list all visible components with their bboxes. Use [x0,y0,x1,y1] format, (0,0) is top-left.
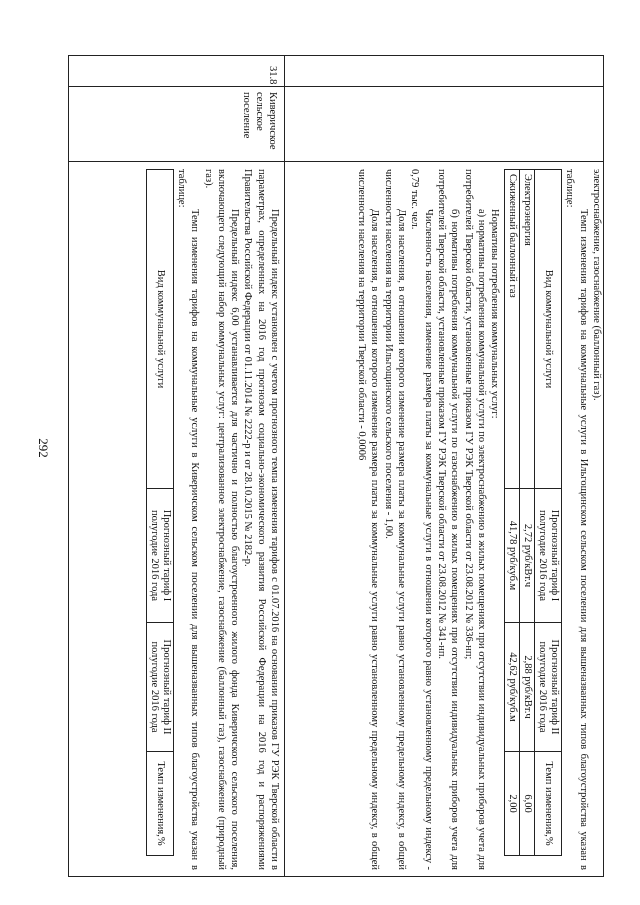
table-header: Вид коммунальной услуги [146,170,173,489]
table-cell: 2,88 руб/кВт.ч [520,623,535,752]
table-header: Темп изменения,% [535,752,562,856]
table-header: Прогнозный тариф I полугодие 2016 года [146,489,173,623]
table-header: Прогнозный тариф I полугодие 2016 года [535,489,562,623]
document-table [68,55,604,877]
row-next-content [143,161,281,878]
row-number: 31.8 [267,66,278,85]
norms-title: Нормативы потребления коммунальных услуг: [489,209,501,419]
para-2: Предельный индекс 6,00 устанавливается для частично и полностью благоустроенного жилого фонда Киверичского сельского поселения, включающего следующий набор коммунальных услуг: централизованное электроснабжение, газоснабжение (баллонный газ), газоснабжение (природный газ). [202,169,241,870]
tariff-intro: Темп изменения тарифов на коммунальные услуги в Киверичском сельском поселении для вышеназванных типов благоустройства указан в таблице: [175,169,201,870]
column-divider [69,86,603,87]
table-header: Прогнозный тариф II полугодие 2016 года [146,623,173,752]
table-header-row [146,170,173,856]
tariff-table [504,169,562,856]
table-header-row [535,170,562,856]
page-number: 292 [36,438,51,458]
table-cell: 42,62 руб/куб.м [505,623,520,752]
table-cell: 41,78 руб/куб.м [505,489,520,623]
table-row [505,170,520,856]
table-cell: Электроэнергия [520,170,535,489]
row-prev-content [355,161,603,878]
table-header: Вид коммунальной услуги [535,170,562,489]
table-header: Темп изменения,% [146,752,173,856]
row-divider [284,56,285,876]
settlement-name: Киверичское сельское поселение [240,92,278,150]
table-cell: 6,00 [520,752,535,856]
table-cell: 2,72 руб/кВт.ч [520,489,535,623]
norm-b: б) нормативы потребления коммунальной услуги по газоснабжению в жилых помещениях при отсутствии индивидуальных приборов учета для потребителей Тверской области, установленные приказом ГУ РЭК Тверской области от 23.08.2012 № 341-нп. [435,169,461,870]
norm-a: а) нормативы потребления коммунальной услуги по электроснабжению в жилых помещениях при отсутствии индивидуальных приборов учета для потребителей Тверской области, установленные приказом ГУ РЭК Тверской области от 23.08.2012 № 336-нп; [462,169,487,870]
share-equal-text: Доля населения, в отношении которого изменение размера платы за коммунальные услуги равно установленному предельному индексу, в общей численности населения на территории Ильгощинского сельского поселения - 1,00. [382,169,408,870]
table-header: Прогнозный тариф II полугодие 2016 года [535,623,562,752]
table-cell: 2,00 [505,752,520,856]
table-row [520,170,535,856]
tariff-intro: Темп изменения тарифов на коммунальные услуги в Ильгощинском сельском поселении для вышеназванных типов благоустройства указан в таблице: [564,169,589,870]
table-cell: Сжиженный баллонный газ [505,170,520,489]
intro-line: электроснабжение, газоснабжение (баллонный газ). [591,169,602,401]
share-exceed-text: Доля населения, в отношении которого изменение размера платы за коммунальные услуги равно установленному предельному индексу, в общей численности населения на территории Тверской области - 0,0006 [356,169,381,870]
population-text: Численность населения, изменение размера платы за коммунальные услуги в отношении которого равно установленному предельному индексу - 0,79 тыс. чел. [409,169,434,870]
tariff-table [146,169,174,856]
para-1: Предельный индекс установлен с учетом прогнозного темпа изменения тарифов с 01.07.2016 на основании приказов ГУ РЭК Тверской области в параметрах, определенных на 2016 год прогнозом социально-экономического развития Российской Федерации на 2016 год и распоряжениями Правительства Российской Федерации от 01.11.2014 № 2222-р и от 28.10.2015 № 2182-р. [242,169,280,870]
